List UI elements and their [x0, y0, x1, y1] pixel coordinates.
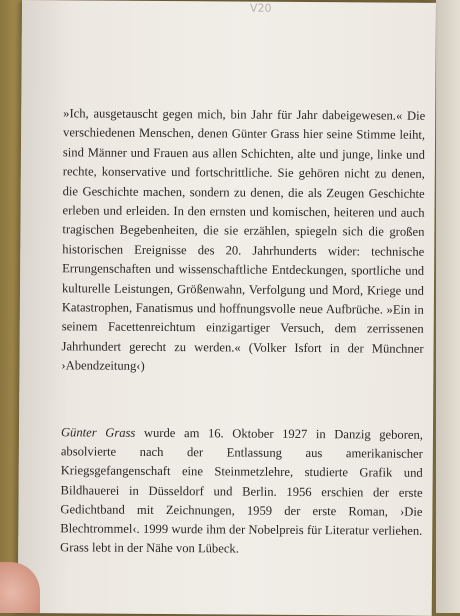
- blurb-paragraph: »Ich, ausgetauscht gegen mich, bin Jahr für Jahr dabeigewesen.« Die verschiedenen Menschen, denen Günter Grass hier seine Stimme leiht, sind Männer und Frauen aus allen Schichten, alte und junge, linke und rechte, konservative und fortschrittliche. Sie gehören nicht zu denen, die Geschichte machen, sondern zu denen, die als Zeugen Geschichte erleben und erleiden. In den ernsten und komischen, heiteren und auch tragischen Begebenheiten, die sie erzählen, spiegeln sich die großen historischen Ereignisse des 20. Jahrhunderts wider: technische Errungenschaften und wissenschaftliche Entdeckungen, sportliche und kulturelle Leistungen, Größenwahn, Verfolgung und Mord, Kriege und Katastrophen, Fanatismus und hoffnungsvolle neue Aufbrüche. »Ein in seinem Facettenreichtum einzigartiger Versuch, dem zerrissenen Jahrhundert gerecht zu werden.« (Volker Isfort in der Münchner ›Abendzeitung‹): [61, 106, 426, 374]
- next-page-edge: [436, 0, 460, 613]
- book-page: [18, 0, 436, 616]
- pencil-mark: V20: [249, 1, 272, 15]
- author-bio-paragraph: [60, 423, 423, 560]
- author-name: Günter Grass: [60, 425, 136, 440]
- author-bio-text: wurde am 16. Oktober 1927 in Danzig geboren, absolvierte nach der Entlassung aus amerikanischer Kriegsgefangenschaft eine Steinmetzlehre, studierte Grafik und Bildhauerei in Düsseldorf und Berlin. 1956 erschien der erste Gedichtband mit Zeichnungen, 1959 der erste Roman, ›Die Blechtrommel‹. 1999 wurde ihm der Nobelpreis für Literatur verliehen. Grass lebt in der Nähe von Lübeck.: [60, 425, 424, 556]
